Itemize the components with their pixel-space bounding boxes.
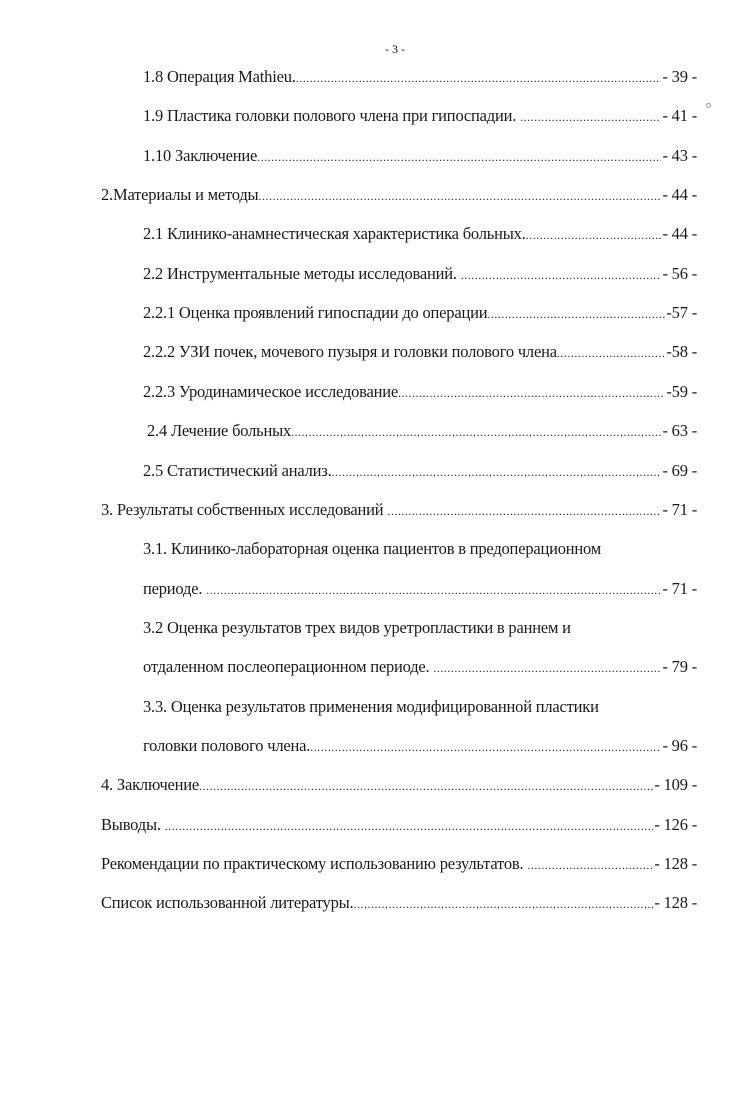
toc-entry-page: - 71 - xyxy=(662,578,697,598)
dot-leader xyxy=(461,268,662,283)
toc-entry[interactable] xyxy=(143,579,697,601)
toc-entry-title: 2.2.1 Оценка проявлений гипоспадии до операции xyxy=(143,303,488,323)
toc-entry[interactable] xyxy=(143,224,697,246)
page-number: - 3 - xyxy=(385,42,405,56)
dot-leader xyxy=(165,819,654,834)
toc-entry-title: 4. Заключение xyxy=(101,775,200,795)
toc-entry-page: - 56 - xyxy=(662,263,697,283)
toc-entry-page: - 43 - xyxy=(662,145,697,165)
toc-entry[interactable] xyxy=(143,303,697,325)
toc-entry[interactable] xyxy=(101,185,697,207)
dot-leader xyxy=(527,858,653,873)
dot-leader xyxy=(557,346,666,361)
dot-leader xyxy=(291,425,661,440)
dot-leader xyxy=(387,504,661,519)
toc-entry-title: Список использованной литературы. xyxy=(101,893,354,913)
toc-entry-page: - 39 - xyxy=(662,67,697,86)
toc-entry-page: - 44 - xyxy=(662,224,697,244)
toc-entry[interactable] xyxy=(143,697,697,719)
scan-speck xyxy=(706,103,711,108)
toc-entry-title: 3. Результаты собственных исследований xyxy=(101,499,388,519)
toc-entry[interactable] xyxy=(101,775,697,797)
toc-entry-page: - 128 - xyxy=(654,893,697,913)
toc-entry-title: периоде. xyxy=(143,578,207,598)
toc-entry[interactable] xyxy=(143,146,697,168)
toc-entry-title: 2.2 Инструментальные методы исследований. xyxy=(143,263,461,283)
toc-entry-title: 1.8 Операция Mathieu. xyxy=(143,67,296,86)
toc-entry-title: 2.1 Клинико-анамнестическая характеристика больных. xyxy=(143,224,526,244)
toc-entry-title: 2.4 Лечение больных xyxy=(147,421,292,441)
toc-entry[interactable] xyxy=(143,736,697,758)
toc-entry-page: - 126 - xyxy=(654,814,697,834)
dot-leader xyxy=(433,661,661,676)
toc-entry-title: 3.1. Клинико-лабораторная оценка пациентов в предоперационном xyxy=(143,539,602,559)
toc-entry-page: - 44 - xyxy=(662,185,697,205)
toc-entry-title: 2.2.3 Уродинамическое исследование xyxy=(143,381,399,401)
toc-entry-page: -58 - xyxy=(666,342,697,362)
toc-entry-title: головки полового члена. xyxy=(143,735,311,755)
dot-leader xyxy=(296,71,662,86)
dot-leader xyxy=(199,779,653,794)
dot-leader xyxy=(332,465,662,480)
toc-entry-page: - 128 - xyxy=(654,854,697,873)
toc-entry-page: -57 - xyxy=(666,303,697,323)
toc-entry-page: - 69 - xyxy=(662,460,697,480)
toc-entry-page: -59 - xyxy=(666,381,697,401)
toc-entry[interactable] xyxy=(143,264,697,286)
dot-leader xyxy=(526,228,662,243)
toc-entry-title: Выводы. xyxy=(101,814,165,834)
toc-entry[interactable] xyxy=(143,618,697,640)
toc-entry[interactable] xyxy=(143,539,697,561)
toc-entry-title: Рекомендации по практическому использованию результатов. xyxy=(101,854,528,873)
dot-leader xyxy=(487,307,665,322)
toc-entry-page: - 96 - xyxy=(662,735,697,755)
toc-entry[interactable] xyxy=(143,382,697,404)
toc-entry[interactable] xyxy=(101,500,697,522)
toc-entry-title: 1.9 Пластика головки полового члена при гипоспадии. xyxy=(143,106,521,126)
dot-leader xyxy=(258,189,661,204)
toc-entry[interactable] xyxy=(143,67,697,89)
toc-entry[interactable] xyxy=(101,854,697,876)
toc-entry-title: 2.Материалы и методы xyxy=(101,185,259,205)
toc-entry-title: 2.5 Статистический анализ. xyxy=(143,460,332,480)
toc-entry[interactable] xyxy=(143,461,697,483)
toc-entry[interactable] xyxy=(147,421,697,443)
toc-entry-page: - 63 - xyxy=(662,421,697,441)
dot-leader xyxy=(520,110,661,125)
toc-entry-title: 2.2.2 УЗИ почек, мочевого пузыря и головки полового члена xyxy=(143,342,557,362)
toc-entry-page: - 109 - xyxy=(654,775,697,795)
dot-leader xyxy=(257,150,661,165)
dot-leader xyxy=(206,583,661,598)
toc-entry[interactable] xyxy=(101,893,697,915)
dot-leader xyxy=(353,897,653,912)
toc-entry-title: отдаленном послеоперационном периоде. xyxy=(143,657,434,677)
toc-entry[interactable] xyxy=(143,657,697,679)
toc-entry-page: - 79 - xyxy=(662,657,697,677)
toc-entry[interactable] xyxy=(143,342,697,364)
toc-entry-page: - 41 - xyxy=(662,106,697,126)
toc-entry-page: - 71 - xyxy=(662,499,697,519)
toc-entry[interactable] xyxy=(143,106,697,128)
toc-entry-title: 3.3. Оценка результатов применения модифицированной пластики xyxy=(143,696,599,716)
dot-leader xyxy=(398,386,665,401)
toc-entry-title: 1.10 Заключение xyxy=(143,145,258,165)
toc-entry-title: 3.2 Оценка результатов трех видов уретропластики в раннем и xyxy=(143,617,571,637)
dot-leader xyxy=(310,740,661,755)
toc-entry[interactable] xyxy=(101,815,697,837)
